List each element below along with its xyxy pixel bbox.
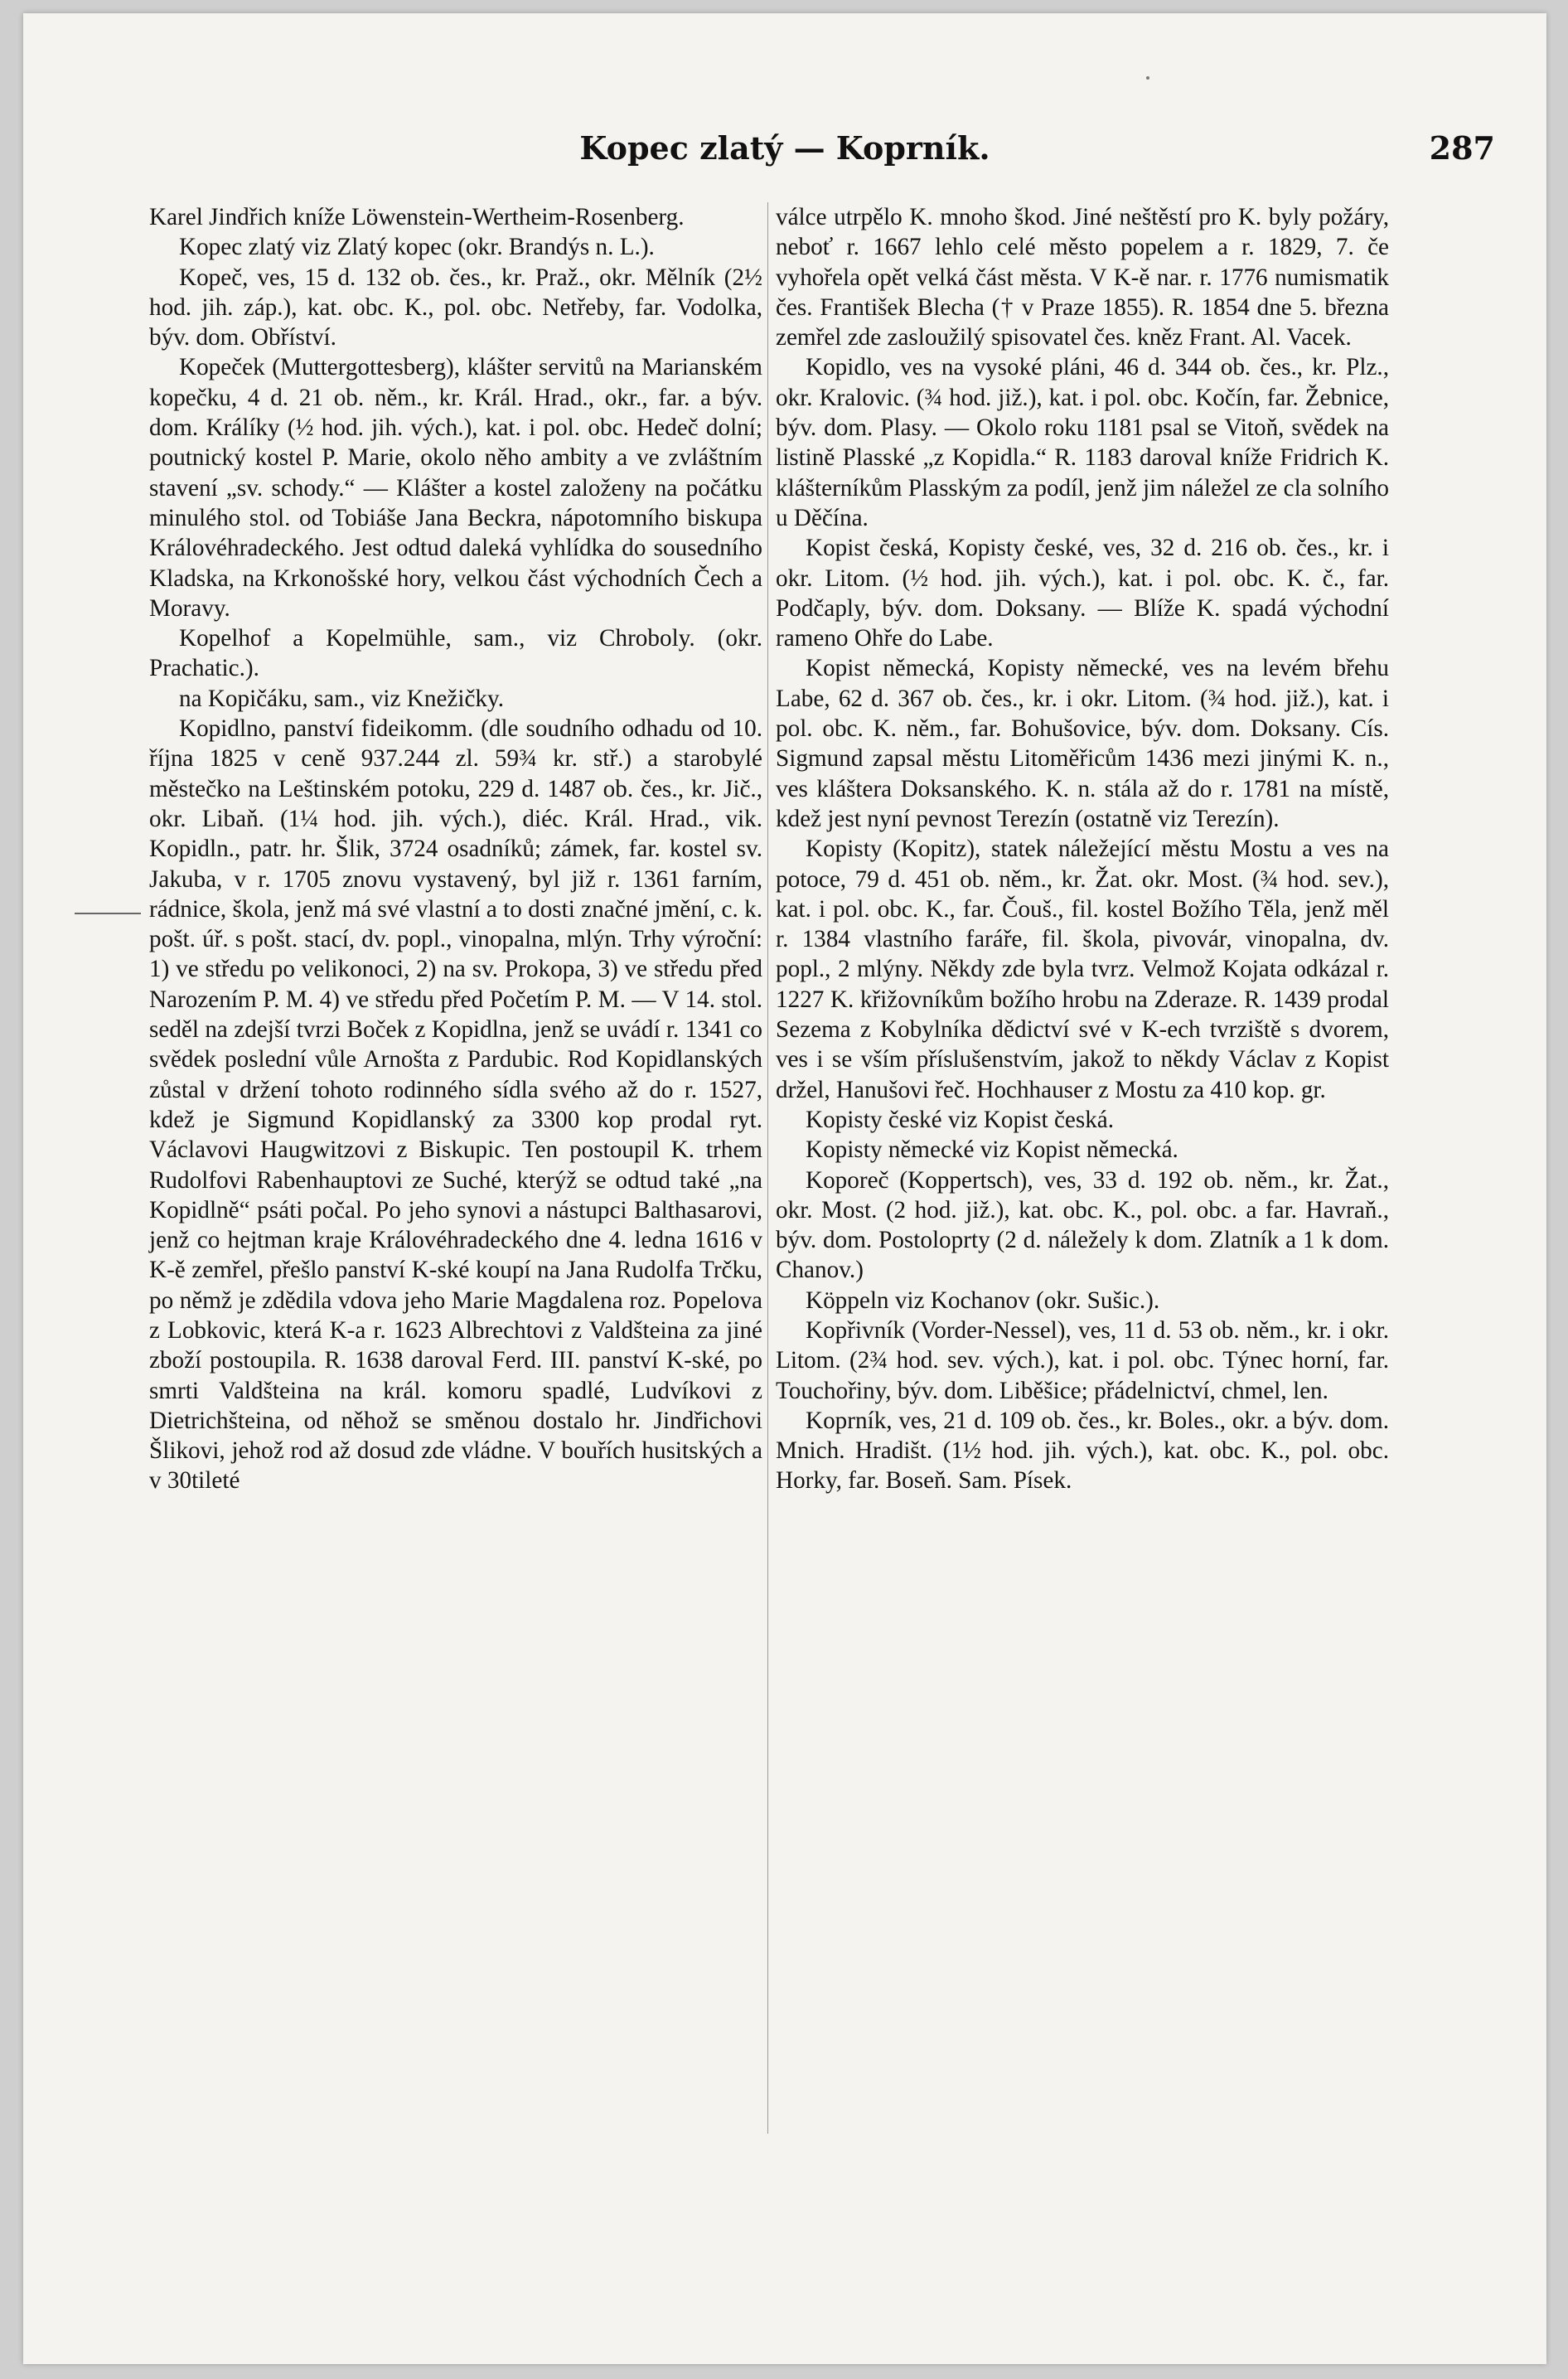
entry-koporec: Koporeč (Koppertsch), ves, 33 d. 192 ob. něm., kr. Žat., okr. Most. (2 hod. již.), kat. obc. K., pol. obc. a far. Havraň., býv. dom. Postoloprty (2 d. náležely k dom. Zlatník a 1 k dom. Chanov.) [776, 1166, 1389, 1284]
entry-kopist-nemecka: Kopist německá, Kopisty německé, ves na levém břehu Labe, 62 d. 367 ob. čes., kr. i okr. Litom. (¾ hod. již.), kat. i pol. obc. K. něm., far. Bohušovice, býv. dom. Doksany. Cís. Sigmund zapsal městu Litoměřicům 1436 mezi jinými K. n., ves kláštera Doksanského. K. n. stála až do r. 1781 na místě, kdež jest nyní pevnost Terezín (ostatně viz Terezín). [776, 655, 1389, 832]
running-title: Kopec zlatý — Koprník. [579, 129, 990, 167]
entry-kopidlo: Kopidlo, ves na vysoké pláni, 46 d. 344 ob. čes., kr. Plz., okr. Kralovic. (¾ hod. již.), kat. i pol. obc. Kočín, far. Žebnice, býv. dom. Plasy. — Okolo roku 1181 psal se Vitoň, svědek na listině Plasské „z Kopidla.“ R. 1183 daroval kníže Fridrich K. klášterníkům Plasským za podíl, jenž jim náležel ze cla solního u Děčína. [776, 354, 1389, 531]
page-number: 287 [1429, 129, 1495, 167]
left-column [149, 202, 762, 1496]
entry-kopisty-nemecke: Kopisty německé viz Kopist německá. [806, 1136, 1178, 1164]
entry-kopec: Kopeč, ves, 15 d. 132 ob. čes., kr. Praž., okr. Mělník (2½ hod. jih. záp.), kat. obc. K., pol. obc. Netřeby, far. Vodolka, býv. dom. Obříství. [149, 264, 762, 351]
entry-kopisty: Kopisty (Kopitz), statek náležející městu Mostu a ves na potoce, 79 d. 451 ob. něm., kr. Žat. okr. Most. (¾ hod. sev.), kat. i pol. obc. K., far. Čouš., fil. kostel Božího Těla, jenž měl r. 1384 vlastního faráře, fil. škola, pivovár, vinopalna, dv. popl., 2 mlýny. Někdy zde byla tvrz. Velmož Kojata odkázal r. 1227 K. křižovníkům božího hrobu na Zderaze. R. 1439 prodal Sezema z Kobylníka dědictví své v K-ech tvrziště s dvorem, ves i se vším příslušenstvím, jakož to někdy Václav z Kopist držel, Hanušovi řeč. Hochhauser z Mostu za 410 kop. gr. [776, 836, 1389, 1103]
entry-kopisty-ceske: Kopisty české viz Kopist česká. [806, 1106, 1115, 1133]
entry-koppeln: Köppeln viz Kochanov (okr. Sušic.). [806, 1286, 1160, 1314]
right-column [776, 202, 1389, 1496]
entry-kopidlno-continued: válce utrpělo K. mnoho škod. Jiné neštěstí pro K. byly požáry, neboť r. 1667 lehlo celé město popelem a r. 1829, 7. če vyhořela opět velká část města. V K-ě nar. r. 1776 numismatik čes. František Blecha († v Praze 1855). R. 1854 dne 5. března zemřel zde zasloužilý spisovatel čes. kněz Frant. Al. Vacek. [776, 204, 1389, 351]
entry-koprnik: Koprník, ves, 21 d. 109 ob. čes., kr. Boles., okr. a býv. dom. Mnich. Hradišt. (1½ hod. jih. vých.), kat. obc. K., pol. obc. Horky, far. Boseň. Sam. Písek. [776, 1407, 1389, 1495]
entry-continuation: Karel Jindřich kníže Löwenstein-Wertheim-Rosenberg. [149, 204, 685, 230]
entry-kopelhof: Kopelhof a Kopelmühle, sam., viz Chroboly. (okr. Prachatic.). [149, 625, 762, 682]
entry-kopist-ceska: Kopist česká, Kopisty české, ves, 32 d. 216 ob. čes., kr. i okr. Litom. (½ hod. jih. vých.), kat. i pol. obc. K. č., far. Podčaply, býv. dom. Doksany. — Blíže K. spadá východní rameno Ohře do Labe. [776, 535, 1389, 652]
entry-kopidlno: Kopidlno, panství fideikomm. (dle soudního odhadu od 10. října 1825 v ceně 937.244 zl. 59¾ kr. stř.) a starobylé městečko na Leštinském potoku, 229 d. 1487 ob. čes., kr. Jič., okr. Libaň. (1¼ hod. jih. vých.), diéc. Král. Hrad., vik. Kopidln., patr. hr. Šlik, 3724 osadníků; zámek, far. kostel sv. Jakuba, v r. 1705 znovu vystavený, byl již r. 1361 farním, rádnice, škola, jenž má své vlastní a to dosti značné jmění, c. k. pošt. úř. s pošt. stací, dv. popl., vinopalna, mlýn. Trhy výroční: 1) ve středu po velikonoci, 2) na sv. Prokopa, 3) ve středu před Narozením P. M. 4) ve středu před Početím P. M. — V 14. stol. seděl na zdejší tvrzi Boček z Kopidlna, jenž se uvádí r. 1341 co svědek poslední vůle Arnošta z Pardubic. Rod Kopidlanských zůstal v držení tohoto rodinného sídla svého až do r. 1527, kdež je Sigmund Kopidlanský za 3300 kop prodal ryt. Václavovi Haugwitzovi z Biskupic. Ten postoupil K. trhem Rudolfovi Rabenhauptovi ze Suché, kterýž se odtud také „na Kopidlně“ psáti počal. Po jeho synovi a nástupci Balthasarovi, jenž co hejtman kraje Královéhradeckého dne 4. ledna 1616 v K-ě zemřel, přešlo panství K-ské koupí na Jana Rudolfa Trčku, po němž je zdědila vdova jeho Marie Magdalena roz. Popelova z Lobkovic, která K-a r. 1623 Albrechtovi z Valdšteina za jiné zboží postoupila. R. 1638 daroval Ferd. III. panství K-ské, po smrti Valdšteina na král. komoru spadlé, Ludvíkovi z Dietrichšteina, od něhož se směnou dostalo hr. Jindřichovi Šlikovi, jehož rod až dosud zde vládne. V bouřích husitských a v 30tileté [149, 715, 762, 1495]
entry-kopecek: Kopeček (Muttergottesberg), klášter servitů na Marianském kopečku, 4 d. 21 ob. něm., kr. Král. Hrad., okr., far. a býv. dom. Králíky (½ hod. jih. vých.), kat. i pol. obc. Hedeč dolní; poutnický kostel P. Marie, okolo něho ambity a ve zvláštním stavení „sv. schody.“ — Klášter a kostel založeny na počátku minulého stol. od Tobiáše Jana Beckra, nápotomního biskupa Královéhradeckého. Jest odtud daleká vyhlídka do sousedního Kladska, na Krkonošské hory, velkou část východních Čech a Moravy. [149, 354, 762, 622]
ink-dot [1146, 76, 1149, 80]
entry-na-kopicaku: na Kopičáku, sam., viz Knežičky. [179, 685, 505, 712]
dictionary-page [23, 13, 1546, 2364]
entry-koprivnik: Kopřivník (Vorder-Nessel), ves, 11 d. 53 ob. něm., kr. i okr. Litom. (2¾ hod. sev. vých.), kat. i pol. obc. Týnec horní, far. Touchořiny, býv. dom. Liběšice; přádelnictví, chmel, len. [776, 1316, 1389, 1404]
column-divider [767, 202, 768, 2134]
page-header [23, 129, 1546, 179]
margin-pencil-mark [75, 913, 141, 914]
entry-kopec-zlaty: Kopec zlatý viz Zlatý kopec (okr. Brandýs n. L.). [179, 234, 655, 261]
